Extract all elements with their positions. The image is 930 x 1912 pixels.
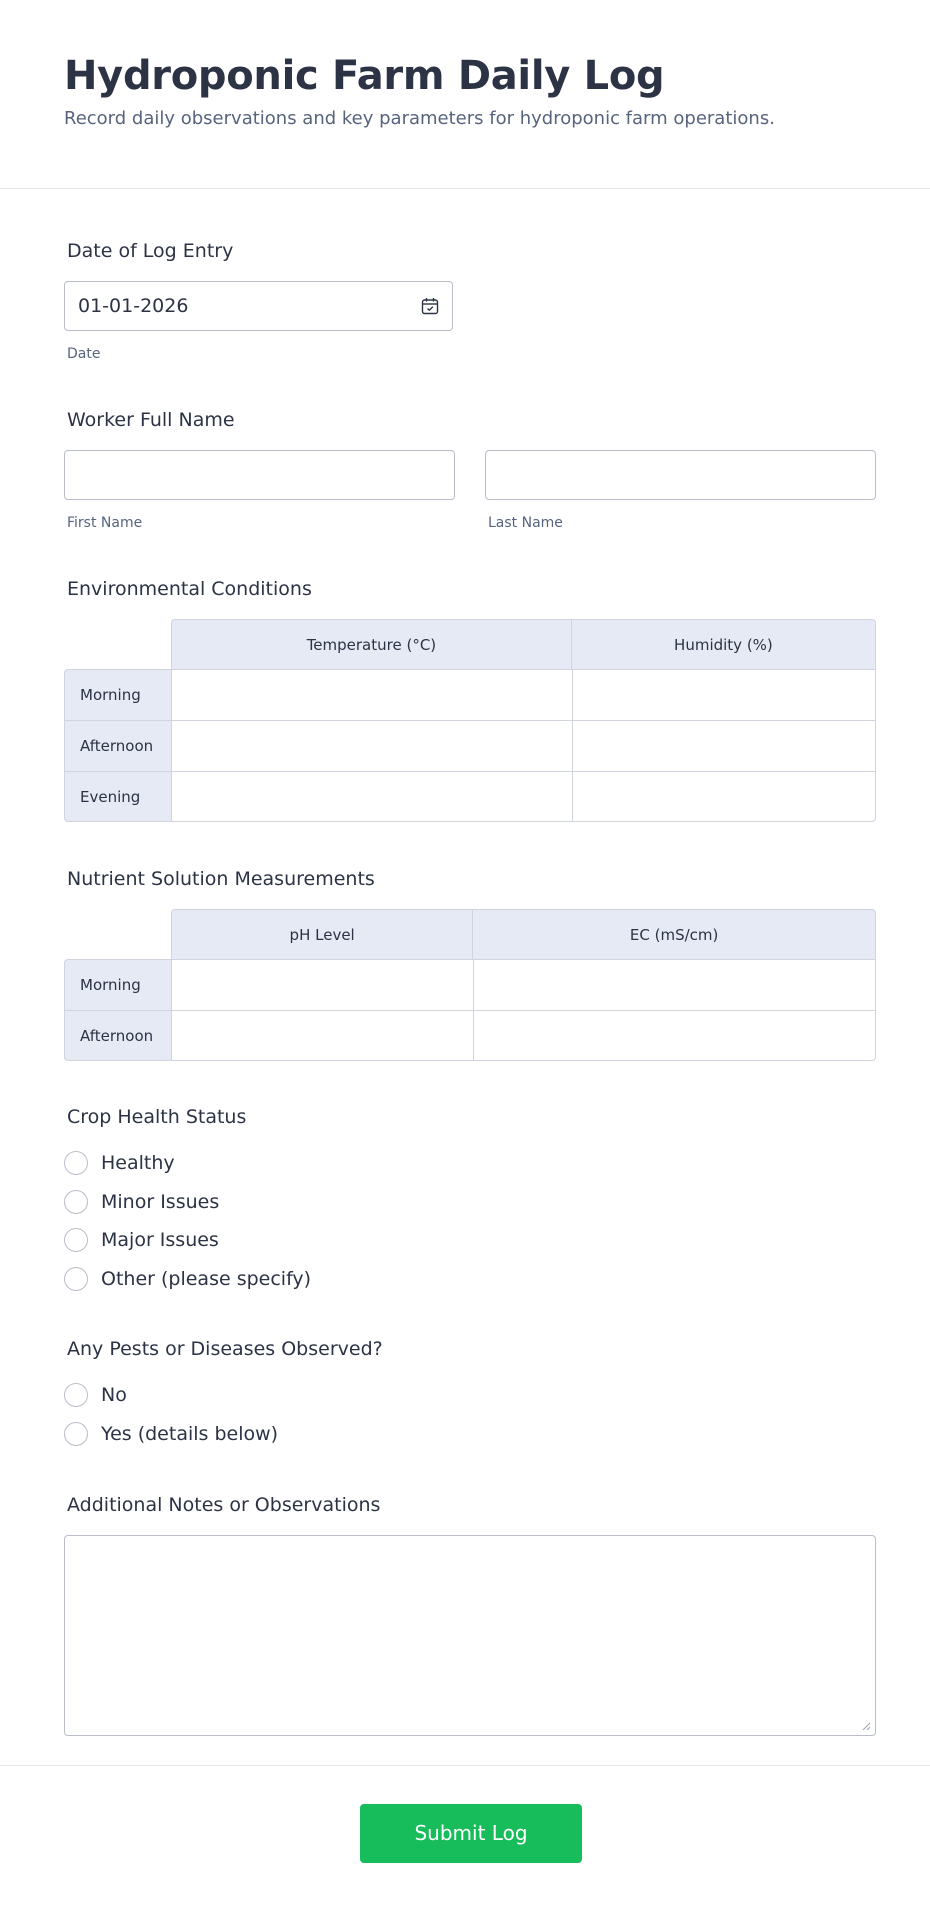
- pests-label: Any Pests or Diseases Observed?: [67, 1338, 383, 1360]
- form-header: [0, 0, 930, 189]
- ec-morning-cell[interactable]: [473, 959, 876, 1010]
- date-field: [64, 238, 453, 363]
- radio-option-label: Major Issues: [101, 1229, 219, 1252]
- matrix-row-morning: [64, 669, 876, 720]
- pests-options: [64, 1376, 383, 1453]
- row-header-afternoon: Afternoon: [64, 1010, 171, 1061]
- temperature-evening-cell[interactable]: [171, 771, 572, 822]
- form-footer: [0, 1765, 930, 1912]
- date-label: Date of Log Entry: [67, 240, 234, 262]
- ph-afternoon-cell[interactable]: [171, 1010, 473, 1061]
- matrix-row-morning: [64, 959, 876, 1010]
- crop-health-field: [64, 1104, 311, 1298]
- radio-option-other[interactable]: [64, 1260, 311, 1299]
- first-name-column: [64, 450, 455, 532]
- environment-matrix: [64, 619, 876, 822]
- form-title: Hydroponic Farm Daily Log: [64, 53, 665, 99]
- radio-button[interactable]: [64, 1151, 88, 1175]
- row-header-morning: Morning: [64, 959, 171, 1010]
- radio-button[interactable]: [64, 1190, 88, 1214]
- worker-name-field: [64, 407, 876, 532]
- column-header-humidity: Humidity (%): [572, 619, 876, 669]
- last-name-input[interactable]: [485, 450, 876, 500]
- column-header-ec: EC (mS/cm): [473, 909, 876, 959]
- matrix-corner: [64, 619, 171, 669]
- radio-button[interactable]: [64, 1383, 88, 1407]
- ec-afternoon-cell[interactable]: [473, 1010, 876, 1061]
- crop-health-label: Crop Health Status: [67, 1106, 247, 1128]
- date-value: 01-01-2026: [78, 295, 189, 317]
- row-header-afternoon: Afternoon: [64, 720, 171, 771]
- radio-option-healthy[interactable]: [64, 1144, 311, 1183]
- radio-option-minor-issues[interactable]: [64, 1183, 311, 1222]
- temperature-morning-cell[interactable]: [171, 669, 572, 720]
- radio-option-label: Minor Issues: [101, 1190, 220, 1213]
- first-name-input[interactable]: [64, 450, 455, 500]
- row-header-evening: Evening: [64, 771, 171, 822]
- matrix-row-afternoon: [64, 720, 876, 771]
- notes-textarea[interactable]: [64, 1535, 876, 1736]
- worker-name-label: Worker Full Name: [67, 409, 235, 431]
- nutrient-label: Nutrient Solution Measurements: [67, 868, 375, 890]
- notes-label: Additional Notes or Observations: [67, 1494, 381, 1516]
- radio-button[interactable]: [64, 1422, 88, 1446]
- calendar-icon[interactable]: [421, 297, 439, 315]
- radio-option-label: Yes (details below): [101, 1422, 279, 1445]
- radio-option-label: No: [101, 1384, 127, 1407]
- pests-field: [64, 1336, 383, 1453]
- ph-morning-cell[interactable]: [171, 959, 473, 1010]
- submit-button[interactable]: Submit Log: [360, 1804, 582, 1863]
- form-description: Record daily observations and key parameters for hydroponic farm operations.: [64, 108, 775, 129]
- nutrient-matrix: [64, 909, 876, 1061]
- radio-option-no[interactable]: [64, 1376, 383, 1415]
- radio-button[interactable]: [64, 1267, 88, 1291]
- humidity-evening-cell[interactable]: [572, 771, 876, 822]
- first-name-sublabel: First Name: [67, 515, 143, 531]
- humidity-morning-cell[interactable]: [572, 669, 876, 720]
- column-header-ph: pH Level: [171, 909, 473, 959]
- crop-health-options: [64, 1144, 311, 1298]
- environment-field: [64, 576, 876, 822]
- date-sublabel: Date: [67, 346, 101, 362]
- last-name-sublabel: Last Name: [488, 515, 563, 531]
- radio-button[interactable]: [64, 1228, 88, 1252]
- last-name-column: [485, 450, 876, 532]
- radio-option-major-issues[interactable]: [64, 1221, 311, 1260]
- radio-option-label: Healthy: [101, 1152, 175, 1175]
- column-header-temperature: Temperature (°C): [171, 619, 572, 669]
- matrix-corner: [64, 909, 171, 959]
- radio-option-label: Other (please specify): [101, 1267, 312, 1290]
- date-input[interactable]: [64, 281, 453, 331]
- radio-option-yes[interactable]: [64, 1415, 383, 1454]
- temperature-afternoon-cell[interactable]: [171, 720, 572, 771]
- row-header-morning: Morning: [64, 669, 171, 720]
- matrix-row-afternoon: [64, 1010, 876, 1061]
- environment-label: Environmental Conditions: [67, 578, 312, 600]
- notes-field: [64, 1492, 876, 1736]
- name-row: [64, 450, 876, 532]
- nutrient-field: [64, 866, 876, 1061]
- resize-handle-icon[interactable]: [861, 1721, 871, 1731]
- humidity-afternoon-cell[interactable]: [572, 720, 876, 771]
- matrix-row-evening: [64, 771, 876, 822]
